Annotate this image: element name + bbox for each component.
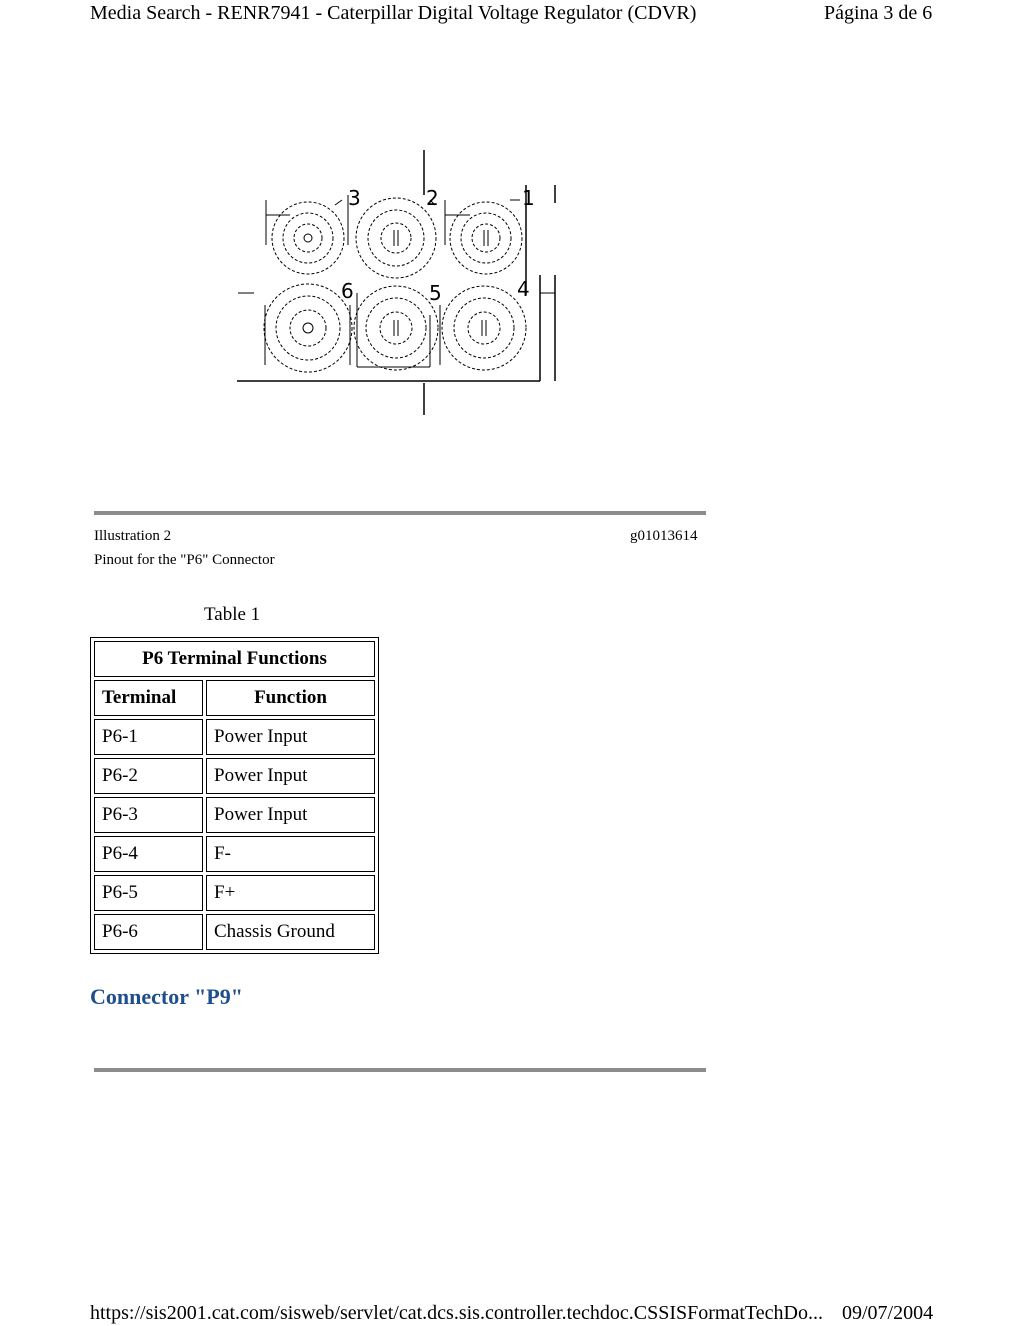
terminal-cell: P6-2 (94, 758, 203, 794)
footer-date: 09/07/2004 (842, 1302, 934, 1324)
column-header-terminal: Terminal (94, 680, 203, 716)
terminal-cell: P6-3 (94, 797, 203, 833)
table-row (94, 719, 375, 755)
table-row (94, 914, 375, 950)
illustration-description: Pinout for the "P6" Connector (94, 552, 275, 568)
function-cell: Power Input (206, 719, 375, 755)
p6-connector-illustration (230, 145, 570, 430)
table-row (94, 875, 375, 911)
page-number: Página 3 de 6 (824, 2, 933, 24)
callout-3: 3 (348, 186, 361, 210)
illustration-label: Illustration 2 (94, 528, 172, 544)
table-caption: Table 1 (204, 604, 261, 625)
callout-6: 6 (341, 279, 354, 303)
column-header-function: Function (206, 680, 375, 716)
terminal-cell: P6-5 (94, 875, 203, 911)
function-cell: Power Input (206, 797, 375, 833)
document-title: Media Search - RENR7941 - Caterpillar Digital Voltage Regulator (CDVR) (90, 2, 697, 24)
p6-terminal-table (90, 637, 379, 954)
table-row (94, 758, 375, 794)
terminal-cell: P6-6 (94, 914, 203, 950)
section-heading: Connector "P9" (90, 984, 243, 1009)
terminal-cell: P6-4 (94, 836, 203, 872)
footer-url: https://sis2001.cat.com/sisweb/servlet/cat.dcs.sis.controller.techdoc.CSSISFormatTechDo... (90, 1302, 823, 1324)
function-cell: F- (206, 836, 375, 872)
horizontal-rule (94, 1068, 706, 1072)
callout-2: 2 (426, 186, 439, 210)
terminal-cell: P6-1 (94, 719, 203, 755)
callout-5: 5 (429, 281, 442, 305)
function-cell: Chassis Ground (206, 914, 375, 950)
table-row (94, 797, 375, 833)
function-cell: F+ (206, 875, 375, 911)
callout-1: 1 (522, 186, 535, 210)
table-row (94, 836, 375, 872)
illustration-id: g01013614 (630, 528, 698, 544)
table-title: P6 Terminal Functions (94, 641, 375, 677)
callout-4: 4 (517, 277, 530, 301)
horizontal-rule (94, 511, 706, 515)
function-cell: Power Input (206, 758, 375, 794)
